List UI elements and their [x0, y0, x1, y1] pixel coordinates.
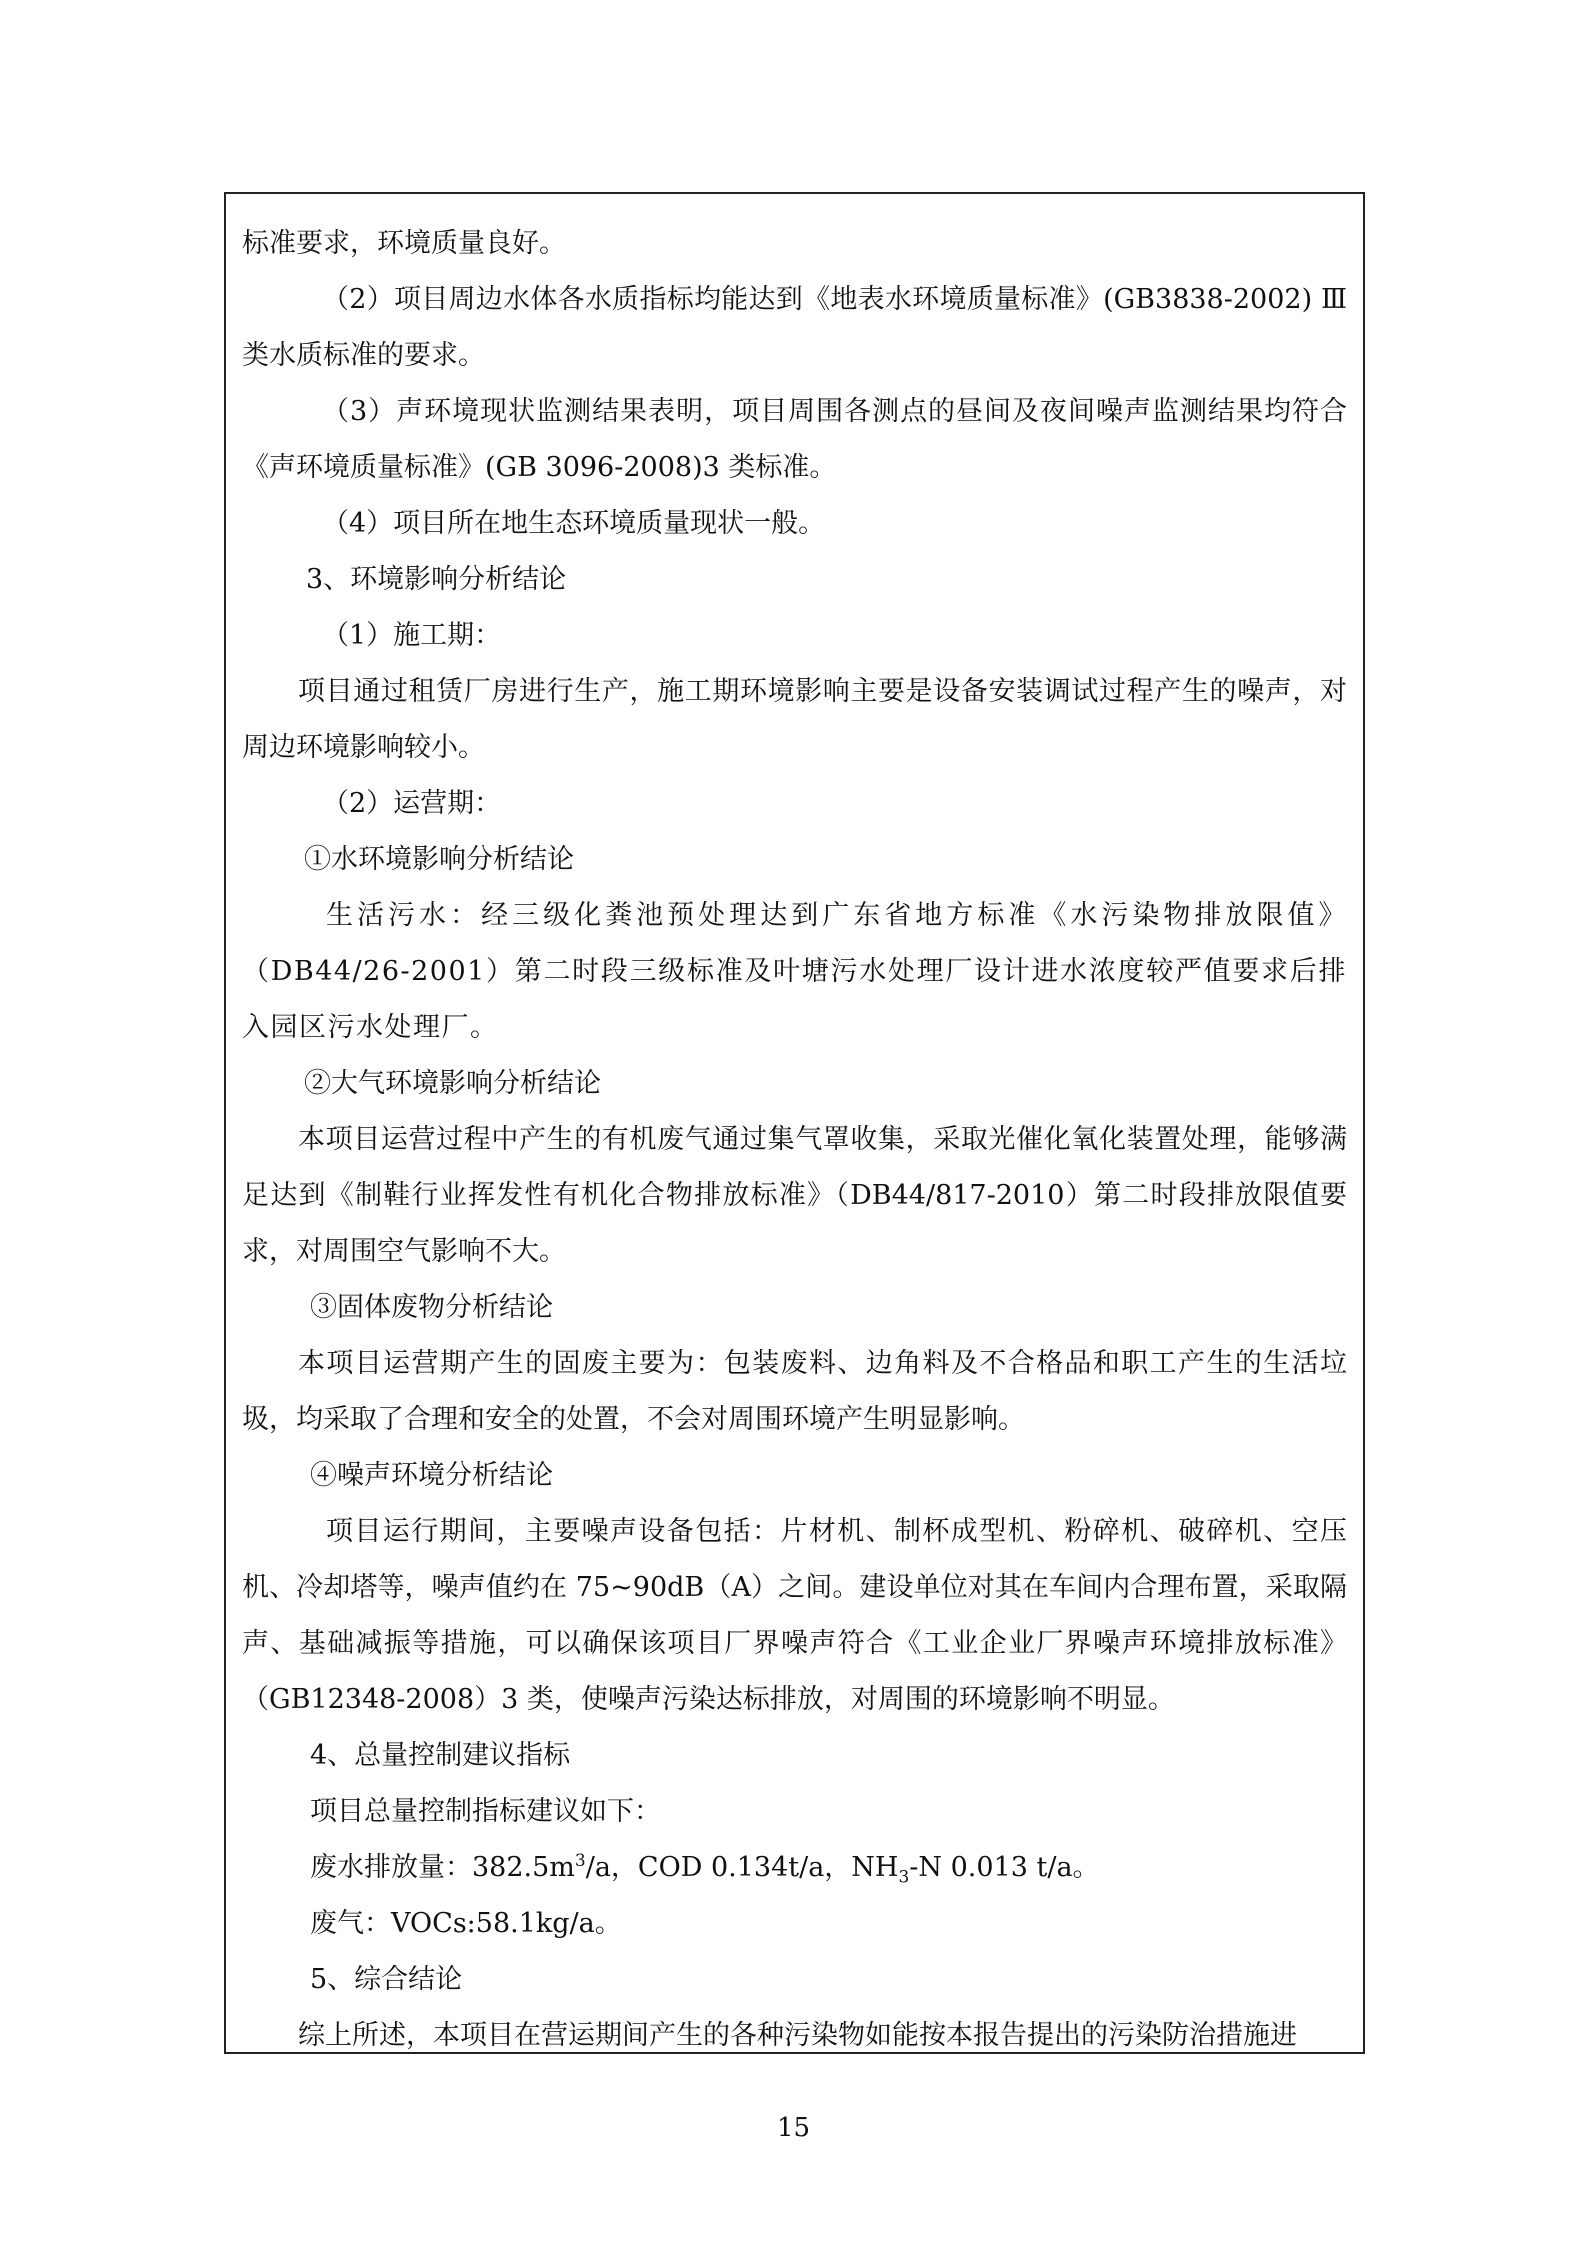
text-line: （2）运营期：	[322, 788, 502, 819]
subsection-heading: ④噪声环境分析结论	[310, 1460, 553, 1491]
section-heading: 3、环境影响分析结论	[306, 564, 567, 595]
paragraph: 项目运行期间，主要噪声设备包括：片材机、制杯成型机、粉碎机、破碎机、空压机、冷却塔等，噪声值约在 75~90dB（A）之间。建设单位对其在车间内合理布置，采取隔声、基础减振等措施，可以确保该项目厂界噪声符合《工业企业厂界噪声环境排放标准》（GB12348-2008）3 类，使噪声污染达标排放，对周围的环境影响不明显。	[242, 1516, 1347, 1715]
text-fragment: 废水排放量：382.5m	[310, 1852, 575, 1883]
paragraph: 项目通过租赁厂房进行生产，施工期环境影响主要是设备安装调试过程产生的噪声，对周边环境影响较小。	[242, 676, 1347, 763]
content-frame	[224, 192, 1365, 2054]
text-fragment: /a，COD 0.134t/a，NH	[585, 1852, 899, 1883]
text-fragment: -N 0.013 t/a。	[909, 1852, 1100, 1883]
page-number: 15	[776, 2113, 811, 2143]
text-line: （1）施工期：	[322, 620, 502, 651]
subsection-heading: ②大气环境影响分析结论	[304, 1068, 601, 1099]
text-line: 项目总量控制指标建议如下：	[310, 1796, 661, 1827]
text-line: 废气：VOCs:58.1kg/a。	[310, 1908, 622, 1939]
wastewater-total-line	[310, 1840, 1100, 1896]
subsection-heading: ③固体废物分析结论	[310, 1292, 553, 1323]
superscript: 3	[574, 1851, 586, 1871]
paragraph: （3）声环境现状监测结果表明，项目周围各测点的昼间及夜间噪声监测结果均符合《声环境质量标准》(GB 3096-2008)3 类标准。	[242, 396, 1347, 483]
text-line: （4）项目所在地生态环境质量现状一般。	[322, 508, 826, 539]
paragraph: 本项目运营过程中产生的有机废气通过集气罩收集，采取光催化氧化装置处理，能够满足达到《制鞋行业挥发性有机化合物排放标准》（DB44/817-2010）第二时段排放限值要求，对周围空气影响不大。	[242, 1124, 1347, 1267]
paragraph: （2）项目周边水体各水质指标均能达到《地表水环境质量标准》(GB3838-2002) Ⅲ类水质标准的要求。	[242, 284, 1347, 371]
subsection-heading: ①水环境影响分析结论	[304, 844, 574, 875]
paragraph: 本项目运营期产生的固废主要为：包装废料、边角料及不合格品和职工产生的生活垃圾，均采取了合理和安全的处置，不会对周围环境产生明显影响。	[242, 1348, 1347, 1435]
section-heading: 4、总量控制建议指标	[310, 1740, 571, 1771]
paragraph: 生活污水：经三级化粪池预处理达到广东省地方标准《水污染物排放限值》（DB44/26-2001）第二时段三级标准及叶塘污水处理厂设计进水浓度较严值要求后排入园区污水处理厂。	[242, 900, 1347, 1043]
text-line: 标准要求，环境质量良好。	[242, 228, 566, 259]
subscript: 3	[898, 1867, 910, 1888]
text-line: 综上所述，本项目在营运期间产生的各种污染物如能按本报告提出的污染防治措施进	[298, 2020, 1297, 2051]
section-heading: 5、综合结论	[310, 1964, 463, 1995]
